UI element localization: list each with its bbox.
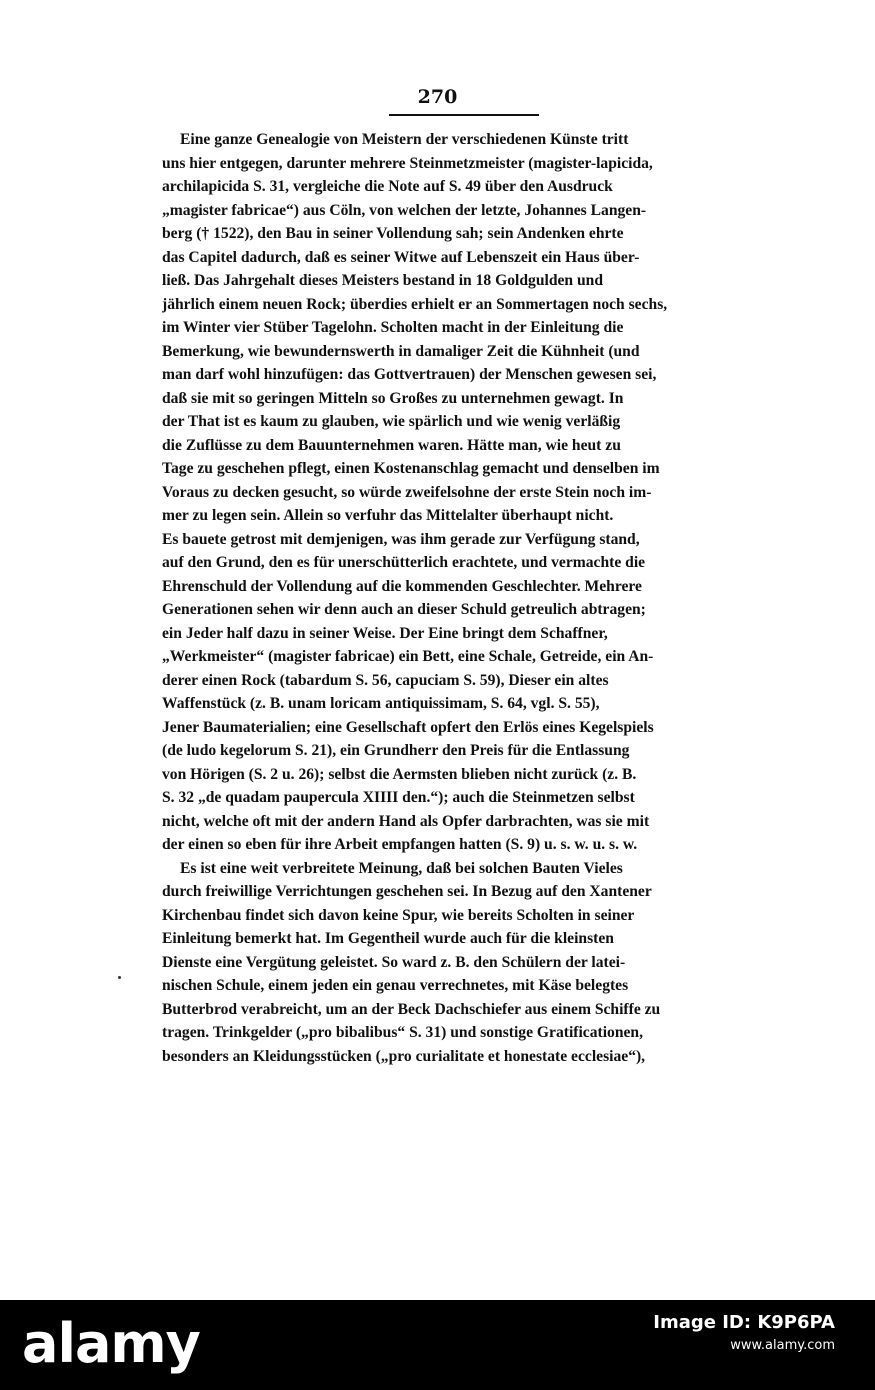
- text-line: Voraus zu decken gesucht, so würde zweifelsohne der erste Stein noch im-: [162, 483, 652, 501]
- text-line: Bemerkung, wie bewundernswerth in damaliger Zeit die Kühnheit (und: [162, 342, 640, 360]
- margin-mark: [118, 976, 121, 979]
- text-line: durch freiwillige Verrichtungen geschehen sei. In Bezug auf den Xantener: [162, 883, 652, 900]
- body-text: [162, 128, 726, 1068]
- text-line: Dienste eine Vergütung geleistet. So ward z. B. den Schülern der latei-: [162, 953, 626, 971]
- text-line: nicht, welche oft mit der andern Hand als Opfer darbrachten, was sie mit: [162, 812, 650, 830]
- page-number: 270: [417, 86, 458, 108]
- image-id: Image ID: K9P6PA: [653, 1312, 835, 1333]
- text-line: mer zu legen sein. Allein so verfuhr das Mittelalter überhaupt nicht.: [162, 507, 614, 524]
- text-line: Ehrenschuld der Vollendung auf die kommenden Geschlechter. Mehrere: [162, 577, 642, 595]
- text-line: Kirchenbau findet sich davon keine Spur, wie bereits Scholten in seiner: [162, 906, 635, 924]
- text-line: Es ist eine weit verbreitete Meinung, daß bei solchen Bauten Vieles: [180, 859, 623, 877]
- text-line: der einen so eben für ihre Arbeit empfangen hatten (S. 9) u. s. w. u. s. w.: [162, 836, 638, 853]
- text-line: Generationen sehen wir denn auch an dieser Schuld getreulich abtragen;: [162, 601, 646, 618]
- text-line: archilapicida S. 31, vergleiche die Note auf S. 49 über den Ausdruck: [162, 178, 613, 195]
- text-line: der That ist es kaum zu glauben, wie spärlich und wie wenig verläßig: [162, 413, 621, 430]
- text-line: man darf wohl hinzufügen: das Gottvertrauen) der Menschen gewesen sei,: [162, 366, 657, 383]
- text-line: ließ. Das Jahrgehalt dieses Meisters bestand in 18 Goldgulden und: [162, 272, 604, 289]
- text-line: auf den Grund, den es für unerschütterlich erachtete, und vermachte die: [162, 554, 646, 571]
- text-line: jährlich einem neuen Rock; überdies erhielt er an Sommertagen noch sechs,: [162, 295, 668, 313]
- text-line: das Capitel dadurch, daß es seiner Witwe auf Lebenszeit ein Haus über-: [162, 248, 640, 266]
- text-line: Es bauete getrost mit demjenigen, was ihm gerade zur Verfügung stand,: [162, 530, 640, 548]
- text-line: Jener Baumaterialien; eine Gesellschaft opfert den Erlös eines Kegelspiels: [162, 718, 654, 736]
- text-line: besonders an Kleidungsstücken („pro curialitate et honestate ecclesiae“),: [162, 1047, 646, 1065]
- text-line: uns hier entgegen, darunter mehrere Steinmetzmeister (magister-lapicida,: [162, 154, 653, 172]
- image-id-block: [653, 1310, 835, 1356]
- text-line: Butterbrod verabreicht, um an der Beck Dachschiefer aus einem Schiffe zu: [162, 1000, 661, 1018]
- text-line: von Hörigen (S. 2 u. 26); selbst die Aermsten blieben nicht zurück (z. B.: [162, 765, 637, 783]
- text-line: nischen Schule, einem jeden ein genau verrechnetes, mit Käse belegtes: [162, 977, 629, 994]
- text-line: berg († 1522), den Bau in seiner Vollendung sah; sein Andenken ehrte: [162, 225, 624, 242]
- page-number-rule: [389, 114, 539, 116]
- text-line: (de ludo kegelorum S. 21), ein Grundherr den Preis für die Entlassung: [162, 742, 630, 759]
- text-line: die Zuflüsse zu dem Bauunternehmen waren. Hätte man, wie heut zu: [162, 436, 621, 454]
- text-line: „Werkmeister“ (magister fabricae) ein Bett, eine Schale, Getreide, ein An-: [162, 648, 654, 665]
- text-line: tragen. Trinkgelder („pro bibalibus“ S. 31) und sonstige Gratificationen,: [162, 1024, 644, 1041]
- text-line: Eine ganze Genealogie von Meistern der verschiedenen Künste tritt: [180, 131, 629, 148]
- text-line: Waffenstück (z. B. unam loricam antiquissimam, S. 64, vgl. S. 55),: [162, 695, 600, 712]
- alamy-url: www.alamy.com: [730, 1338, 835, 1353]
- text-line: im Winter vier Stüber Tagelohn. Scholten macht in der Einleitung die: [162, 319, 624, 336]
- text-line: S. 32 „de quadam paupercula XIIII den.“); auch die Steinmetzen selbst: [162, 789, 635, 806]
- text-line: Tage zu geschehen pflegt, einen Kostenanschlag gemacht und denselben im: [162, 460, 660, 477]
- text-line: daß sie mit so geringen Mitteln so Großes zu unternehmen gewagt. In: [162, 389, 624, 407]
- text-line: derer einen Rock (tabardum S. 56, capuciam S. 59), Dieser ein altes: [162, 671, 609, 689]
- text-line: „magister fabricae“) aus Cöln, von welchen der letzte, Johannes Langen-: [162, 201, 647, 219]
- text-line: ein Jeder half dazu in seiner Weise. Der Eine bringt dem Schaffner,: [162, 624, 608, 642]
- text-line: Einleitung bemerkt hat. Im Gegentheil wurde auch für die kleinsten: [162, 930, 614, 947]
- alamy-logo: alamy: [22, 1312, 200, 1375]
